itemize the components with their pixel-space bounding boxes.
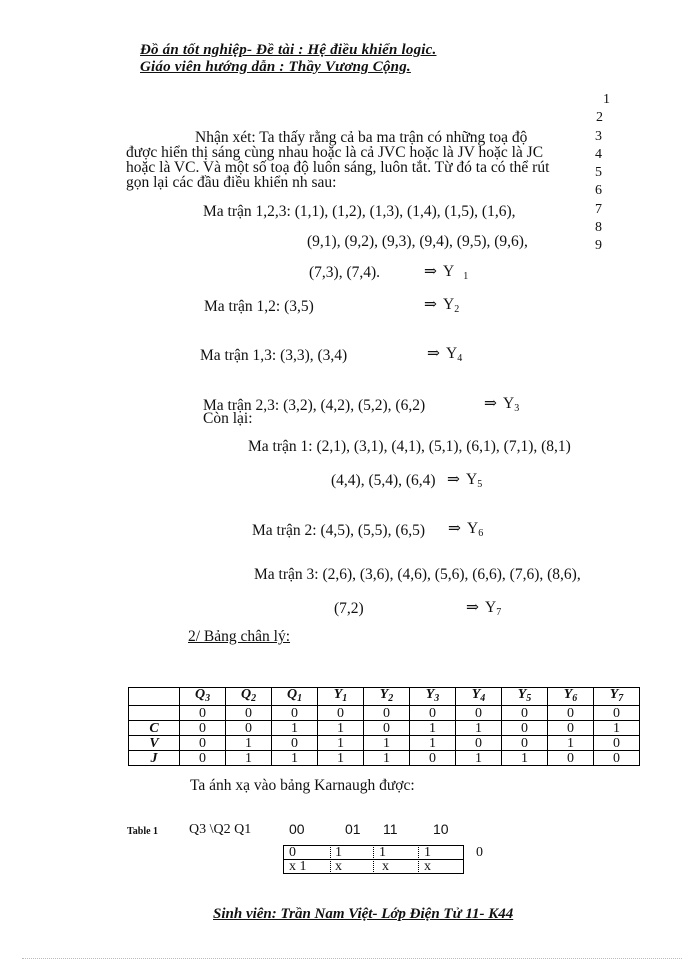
matrix-123-line3: (7,3), (7,4). (309, 264, 381, 281)
matrix-12: Ma trận 1,2: (3,5) (204, 298, 314, 315)
table-header-cell: $Y_1$ (318, 688, 364, 706)
table-row-label: J (129, 751, 180, 766)
table-cell: 0 (410, 751, 456, 766)
table-cell: 0 (456, 736, 502, 751)
matrix-2: Ma trận 2: (4,5), (5,5), (6,5) (252, 522, 426, 539)
table-cell: 0 (456, 706, 502, 721)
table-cell: 0 (364, 721, 410, 736)
karnaugh-cell: x (335, 859, 342, 874)
implies-arrow-icon: ⇒ (448, 520, 461, 537)
table-cell: 0 (502, 706, 548, 721)
paragraph-line: hoặc là VC. Và một số toạ độ luôn sáng, luôn tắt. Từ đó ta có thể rút (126, 159, 550, 176)
table-cell: 0 (318, 706, 364, 721)
output-y2: ⇒ $Y_2$ (424, 296, 460, 315)
implies-arrow-icon: ⇒ (424, 296, 437, 313)
doc-header-line2: Giáo viên hướng dẫn : Thầy Vương Cộng. (140, 59, 411, 75)
matrix-123-line1: Ma trận 1,2,3: (1,1), (1,2), (1,3), (1,4), (1,5), (1,6), (203, 203, 516, 220)
table-cell: 1 (272, 751, 318, 766)
table-cell: 1 (272, 721, 318, 736)
table-cell: 1 (456, 721, 502, 736)
table-header-cell: $Y_3$ (410, 688, 456, 706)
karnaugh-cell: 0 (476, 845, 483, 860)
table-row (129, 736, 640, 751)
karnaugh-intro: Ta ánh xạ vào bảng Karnaugh được: (190, 777, 415, 794)
table-cell: 1 (318, 736, 364, 751)
table-cell: 0 (548, 706, 594, 721)
table-row (129, 706, 640, 721)
table-row (129, 751, 640, 766)
table-cell: 1 (364, 751, 410, 766)
table-cell: 1 (410, 721, 456, 736)
table-cell: 0 (226, 721, 272, 736)
table-cell: 0 (180, 736, 226, 751)
table-cell: 0 (548, 721, 594, 736)
table-header-cell: $Y_2$ (364, 688, 410, 706)
table-cell: 0 (548, 751, 594, 766)
table-cell: 0 (180, 706, 226, 721)
page-bottom-divider (22, 958, 682, 959)
table-cell: 1 (318, 721, 364, 736)
table-label: Table 1 (127, 826, 159, 837)
table-cell: 1 (318, 751, 364, 766)
section-2-title: 2/ Bảng chân lý: (188, 628, 291, 645)
karnaugh-cell: x (424, 859, 431, 874)
table-header-cell: $Y_6$ (548, 688, 594, 706)
output-y6: ⇒ $Y_6$ (448, 520, 484, 539)
truth-table-header (129, 688, 640, 706)
table-cell: 1 (364, 736, 410, 751)
table-cell: 0 (594, 706, 640, 721)
table-cell: 1 (226, 736, 272, 751)
table-header-cell: $Y_7$ (594, 688, 640, 706)
karnaugh-grid-line (283, 859, 464, 860)
karnaugh-cell: x (382, 859, 389, 874)
table-cell: 0 (180, 721, 226, 736)
table-cell: 1 (226, 751, 272, 766)
matrix-3-line2: (7,2) (334, 600, 364, 617)
line-number: 7 (595, 202, 602, 217)
table-row-label: V (129, 736, 180, 751)
table-cell: 0 (180, 751, 226, 766)
line-number: 5 (595, 165, 602, 180)
karnaugh-cell: 1 (424, 845, 431, 860)
table-cell: 0 (226, 706, 272, 721)
paragraph-line: Nhận xét: Ta thấy rằng cả ba ma trận có những toạ độ (195, 129, 528, 146)
output-y7: ⇒ $Y_7$ (466, 599, 502, 618)
output-y4: ⇒ $Y_4$ (427, 345, 463, 364)
matrix-1-line2: (4,4), (5,4), (6,4) (331, 472, 436, 489)
table-cell: 1 (410, 736, 456, 751)
matrix-3-line1: Ma trận 3: (2,6), (3,6), (4,6), (5,6), (6,6), (7,6), (8,6), (254, 566, 581, 583)
output-y5: ⇒ $Y_5$ (447, 471, 483, 490)
output-y1: ⇒ Y $_1$ (424, 263, 469, 282)
paragraph-line: được hiển thị sáng cùng nhau hoặc là cả JVC hoặc là JV hoặc là JC (126, 144, 544, 161)
karnaugh-cell: 1 (379, 845, 386, 860)
karnaugh-grid-line (283, 873, 464, 874)
karnaugh-cell: 1 (335, 845, 342, 860)
karnaugh-col-header: 00 (289, 821, 305, 837)
line-number: 1 (603, 92, 610, 107)
doc-header-line1: Đồ án tốt nghiệp- Đề tài : Hệ điều khiển logic. (140, 42, 437, 58)
matrix-1-line1: Ma trận 1: (2,1), (3,1), (4,1), (5,1), (6,1), (7,1), (8,1) (248, 438, 571, 455)
line-number: 2 (596, 110, 603, 125)
karnaugh-axis-label: Q3 \Q2 Q1 (189, 822, 252, 837)
table-cell: 1 (594, 721, 640, 736)
line-number: 9 (595, 238, 602, 253)
table-cell: 0 (502, 736, 548, 751)
output-y3: ⇒ $Y_3$ (484, 395, 520, 414)
table-cell: 0 (272, 736, 318, 751)
matrix-123-line2: (9,1), (9,2), (9,3), (9,4), (9,5), (9,6), (307, 233, 528, 250)
table-row-label (129, 706, 180, 721)
karnaugh-grid-line (283, 845, 464, 846)
karnaugh-col-header: 11 (383, 821, 398, 837)
table-header-cell: $Q_2$ (226, 688, 272, 706)
karnaugh-cell: x 1 (289, 859, 307, 874)
karnaugh-col-header: 01 (345, 821, 361, 837)
line-number: 6 (595, 183, 602, 198)
implies-arrow-icon: ⇒ (447, 471, 460, 488)
table-header-cell: $Y_4$ (456, 688, 502, 706)
line-number: 4 (595, 147, 602, 162)
table-header-cell: $Q_3$ (180, 688, 226, 706)
line-number: 8 (595, 220, 602, 235)
table-cell: 0 (272, 706, 318, 721)
table-cell: 0 (594, 736, 640, 751)
remaining-label: Còn lại: (203, 410, 253, 427)
table-cell: 0 (594, 751, 640, 766)
truth-table (128, 687, 640, 766)
karnaugh-cell: 0 (289, 845, 296, 860)
table-header-cell: $Y_5$ (502, 688, 548, 706)
table-header-cell (129, 688, 180, 706)
table-cell: 0 (502, 721, 548, 736)
matrix-23: Ma trận 2,3: (3,2), (4,2), (5,2), (6,2) (203, 397, 426, 414)
implies-arrow-icon: ⇒ (466, 599, 479, 616)
implies-arrow-icon: ⇒ (424, 263, 437, 280)
implies-arrow-icon: ⇒ (427, 345, 440, 362)
table-row-label: C (129, 721, 180, 736)
table-cell: 0 (364, 706, 410, 721)
table-row (129, 721, 640, 736)
table-cell: 1 (548, 736, 594, 751)
table-cell: 1 (456, 751, 502, 766)
paragraph-line: gọn lại các đầu điều khiển nh sau: (126, 174, 337, 191)
table-cell: 0 (410, 706, 456, 721)
table-header-cell: $Q_1$ (272, 688, 318, 706)
doc-footer: Sinh viên: Trần Nam Việt- Lớp Điện Tử 11- K44 (213, 906, 514, 922)
line-number: 3 (595, 129, 602, 144)
implies-arrow-icon: ⇒ (484, 395, 497, 412)
table-cell: 1 (502, 751, 548, 766)
matrix-13: Ma trận 1,3: (3,3), (3,4) (200, 347, 348, 364)
karnaugh-col-header: 10 (433, 821, 449, 837)
